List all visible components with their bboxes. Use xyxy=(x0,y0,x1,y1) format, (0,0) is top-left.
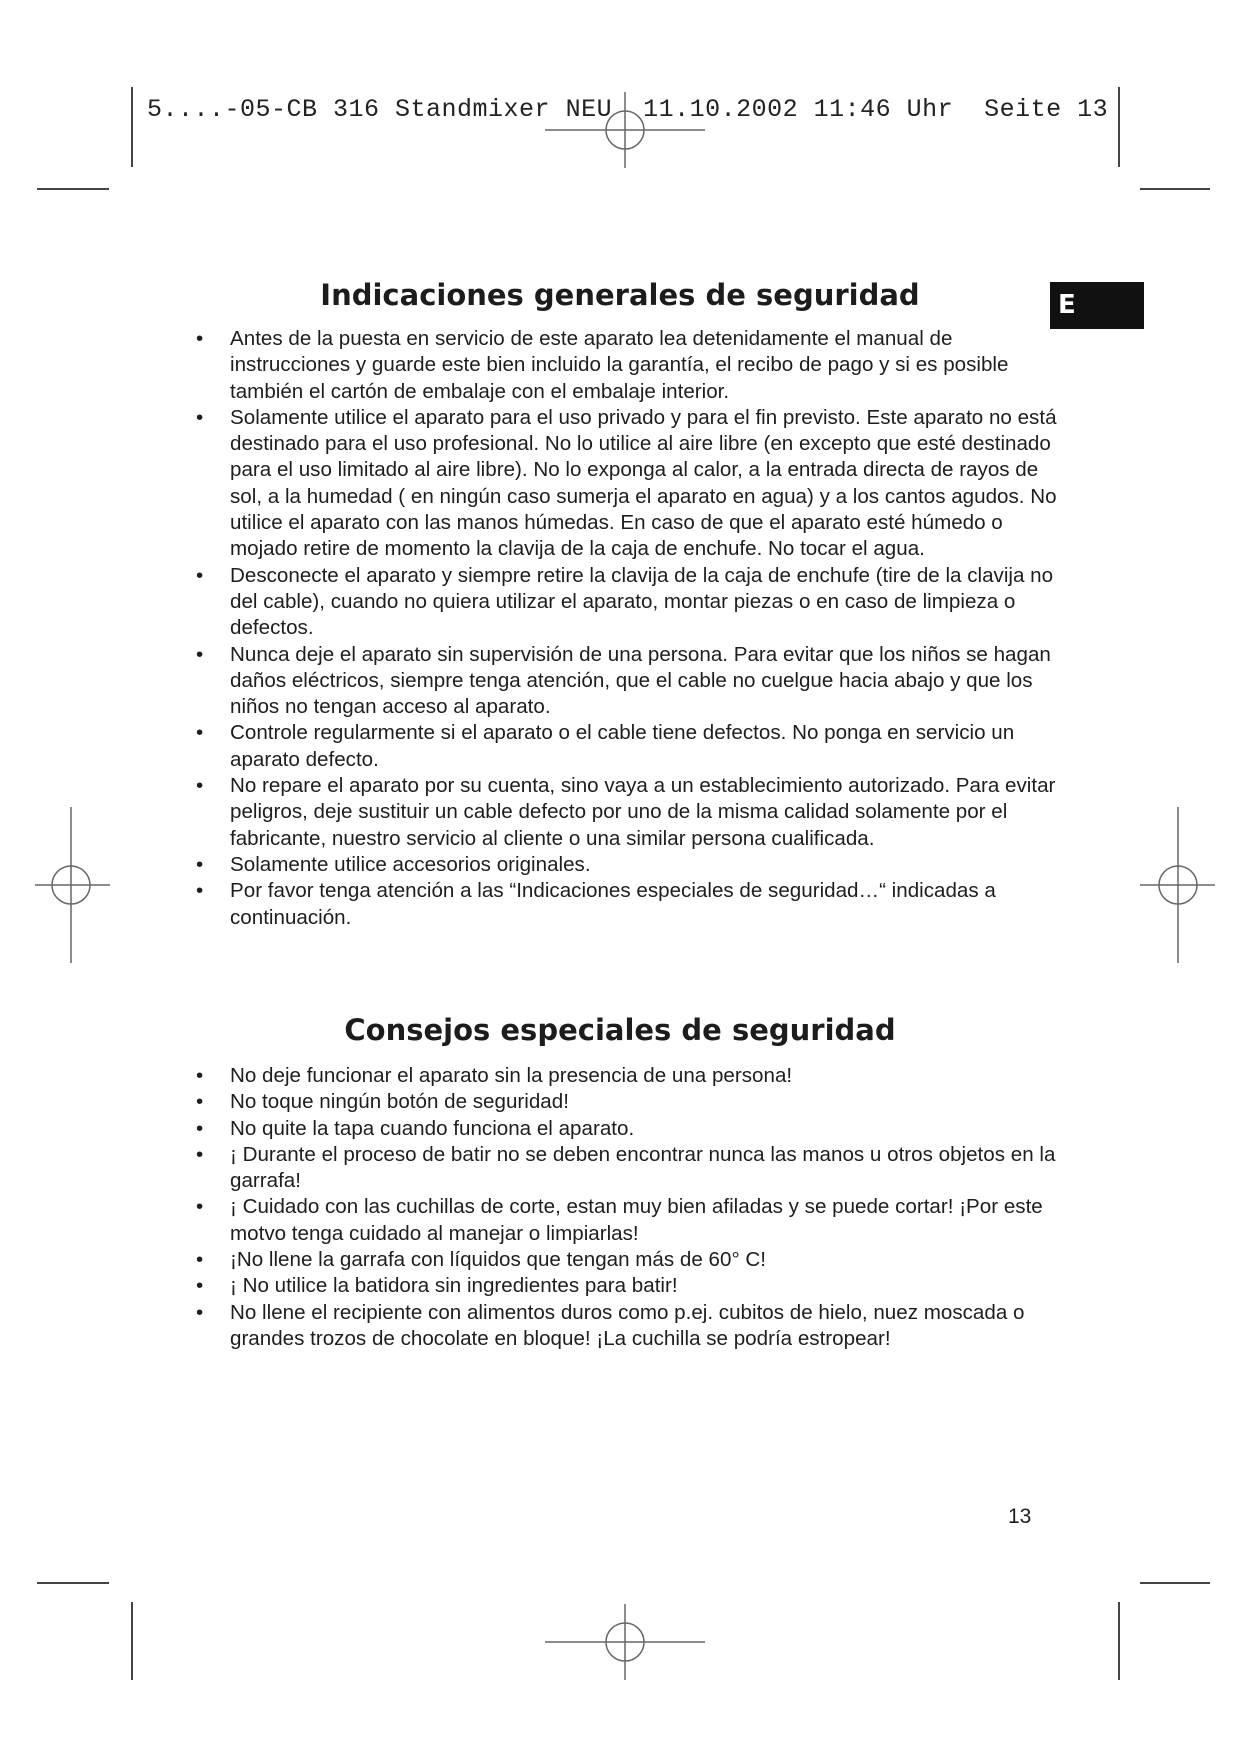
registration-mark-right xyxy=(1135,805,1220,965)
registration-mark-left xyxy=(30,805,115,965)
crop-mark-top-right-vertical xyxy=(1118,87,1120,167)
crop-mark-top-right-horizontal xyxy=(1140,188,1210,190)
list-item: • Solamente utilice accesorios originales. xyxy=(195,852,1075,878)
list-item: • No deje funcionar el aparato sin la presencia de una persona! xyxy=(195,1063,1075,1089)
printer-slug: 5....-05-CB 316 Standmixer NEU 11.10.2002 11:46 Uhr Seite 13 xyxy=(147,95,1109,124)
crop-mark-top-left-horizontal xyxy=(37,188,109,190)
crop-mark-bottom-right-vertical xyxy=(1118,1602,1120,1680)
list-item: • Nunca deje el aparato sin supervisión de una persona. Para evitar que los niños se hagan daños eléctricos, siempre tenga atención, que el cable no cuelgue hacia abajo y que los niños no tengan acceso al aparato. xyxy=(195,642,1075,721)
list-item: • ¡ No utilice la batidora sin ingredientes para batir! xyxy=(195,1273,1075,1299)
list-item: • ¡ Cuidado con las cuchillas de corte, estan muy bien afiladas y se puede cortar! ¡Por este motvo tenga cuidado al manejar o limpiarlas! xyxy=(195,1194,1075,1247)
section-title-special-safety: Consejos especiales de seguridad xyxy=(344,1013,896,1047)
list-item: • No toque ningún botón de seguridad! xyxy=(195,1089,1075,1115)
page-number: 13 xyxy=(1008,1505,1032,1528)
list-item: • No repare el aparato por su cuenta, sino vaya a un establecimiento autorizado. Para evitar peligros, deje sustituir un cable defecto por uno de la misma calidad solamente por el fabricante, nuestro servicio al cliente o una similar persona cualificada. xyxy=(195,773,1075,852)
list-item: • ¡ Durante el proceso de batir no se deben encontrar nunca las manos u otros objetos en la garrafa! xyxy=(195,1142,1075,1195)
list-item: • No quite la tapa cuando funciona el aparato. xyxy=(195,1116,1075,1142)
crop-mark-top-left-vertical xyxy=(131,87,133,167)
list-item: • Por favor tenga atención a las “Indicaciones especiales de seguridad…“ indicadas a continuación. xyxy=(195,878,1075,931)
general-safety-list xyxy=(195,326,1075,931)
language-tab: E xyxy=(1050,282,1144,329)
list-item: • Solamente utilice el aparato para el uso privado y para el fin previsto. Este aparato no está destinado para el uso profesional. No lo utilice al aire libre (en excepto que esté destinado para el uso limitado al aire libre). No lo exponga al calor, a la entrada directa de rayos de sol, a la humedad ( en ningún caso sumerja el aparato en agua) y a los cantos agudos. No utilice el aparato con las manos húmedas. En caso de que el aparato esté húmedo o mojado retire de momento la clavija de la caja de enchufe. No tocar el agua. xyxy=(195,405,1075,563)
registration-mark-bottom xyxy=(540,1602,710,1682)
section-title-general-safety: Indicaciones generales de seguridad xyxy=(320,278,920,312)
special-safety-list xyxy=(195,1063,1075,1352)
list-item: • Desconecte el aparato y siempre retire la clavija de la caja de enchufe (tire de la clavija no del cable), cuando no quiera utilizar el aparato, montar piezas o en caso de limpieza o defectos. xyxy=(195,563,1075,642)
registration-mark-top xyxy=(540,90,710,170)
list-item: • No llene el recipiente con alimentos duros como p.ej. cubitos de hielo, nuez moscada o grandes trozos de chocolate en bloque! ¡La cuchilla se podría estropear! xyxy=(195,1300,1075,1353)
list-item: • ¡No llene la garrafa con líquidos que tengan más de 60° C! xyxy=(195,1247,1075,1273)
crop-mark-bottom-right-horizontal xyxy=(1140,1582,1210,1584)
crop-mark-bottom-left-vertical xyxy=(131,1602,133,1680)
crop-mark-bottom-left-horizontal xyxy=(37,1582,109,1584)
list-item: • Antes de la puesta en servicio de este aparato lea detenidamente el manual de instrucciones y guarde este bien incluido la garantía, el recibo de pago y si es posible también el cartón de embalaje con el embalaje interior. xyxy=(195,326,1075,405)
list-item: • Controle regularmente si el aparato o el cable tiene defectos. No ponga en servicio un aparato defecto. xyxy=(195,720,1075,773)
